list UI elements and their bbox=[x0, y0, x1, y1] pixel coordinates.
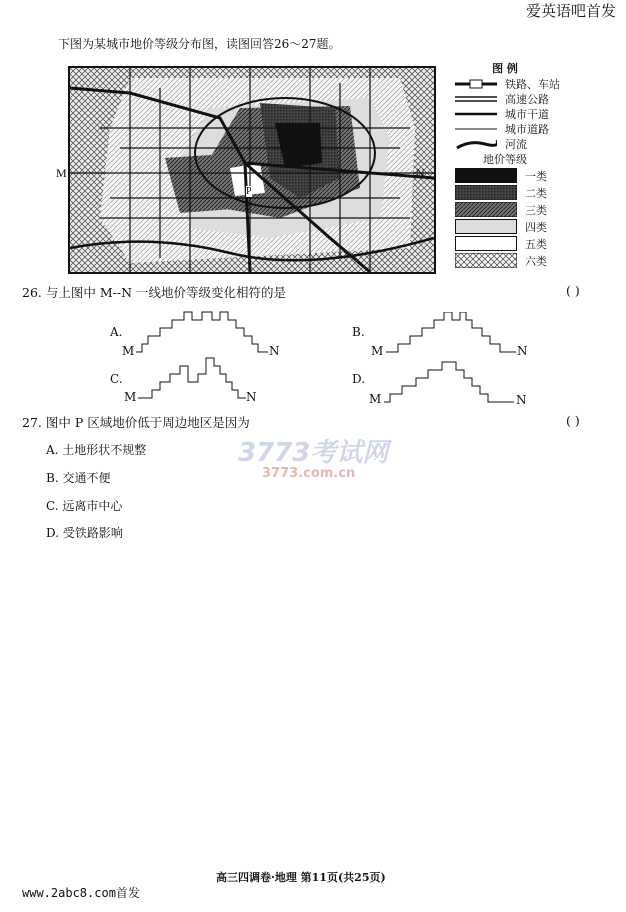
legend-line-1: 高速公路 bbox=[505, 93, 549, 106]
legend-grade-4: 五类 bbox=[525, 238, 547, 251]
option-b-letter: B. bbox=[352, 325, 365, 339]
site-header: 爱英语吧首发 bbox=[525, 2, 616, 20]
option-d-m: M bbox=[369, 392, 382, 406]
q27-choice-a: A. 土地形状不规整 bbox=[46, 443, 147, 457]
legend-title: 图 例 bbox=[492, 62, 518, 75]
grade4-swatch bbox=[455, 219, 517, 234]
question-26: 26. 与上图中 M--N 一线地价等级变化相符的是 bbox=[22, 285, 286, 300]
map-legend bbox=[455, 60, 575, 269]
option-d-letter: D. bbox=[352, 372, 366, 386]
legend-grade-title: 地价等级 bbox=[483, 153, 527, 166]
q27-choice-b: B. 交通不便 bbox=[46, 471, 111, 485]
option-c-m: M bbox=[124, 390, 137, 404]
legend-line-2: 城市干道 bbox=[505, 108, 549, 121]
intro-text: 下图为某城市地价等级分布图，读图回答26～27题。 bbox=[58, 37, 341, 51]
option-c-letter: C. bbox=[110, 372, 123, 386]
legend-grade-1: 二类 bbox=[525, 187, 547, 200]
q27-choice-c: C. 远离市中心 bbox=[46, 499, 123, 513]
legend-grade-3: 四类 bbox=[525, 221, 547, 234]
rail-station-symbol bbox=[455, 79, 497, 89]
river-symbol bbox=[455, 138, 497, 150]
legend-grade-0: 一类 bbox=[525, 170, 547, 183]
option-c-profile bbox=[138, 356, 246, 400]
city-road-symbol bbox=[455, 124, 497, 134]
highway-symbol bbox=[455, 94, 497, 104]
grade6-swatch bbox=[455, 253, 517, 268]
grade1-swatch bbox=[455, 168, 517, 183]
answer-paren-27: ( ) bbox=[566, 413, 580, 428]
option-a-profile bbox=[136, 310, 268, 354]
option-a-m: M bbox=[122, 344, 135, 358]
grade5-swatch bbox=[455, 236, 517, 251]
option-b-n: N bbox=[517, 344, 528, 358]
grade2-swatch bbox=[455, 185, 517, 200]
watermark-url: 3773.com.cn bbox=[262, 466, 356, 481]
legend-line-4: 河流 bbox=[505, 138, 527, 151]
option-c-n: N bbox=[246, 390, 257, 404]
land-price-map bbox=[56, 66, 436, 274]
option-d-profile bbox=[384, 360, 514, 404]
grade3-swatch bbox=[455, 202, 517, 217]
footer-source: www.2abc8.com首发 bbox=[22, 886, 140, 900]
option-a-n: N bbox=[269, 344, 280, 358]
option-b-m: M bbox=[371, 344, 384, 358]
legend-grade-5: 六类 bbox=[525, 255, 547, 268]
answer-paren-26: ( ) bbox=[566, 283, 580, 298]
map-label-n: N bbox=[416, 166, 425, 180]
legend-line-3: 城市道路 bbox=[505, 123, 549, 136]
option-d-n: N bbox=[516, 393, 527, 407]
page-footer: 高三四调卷·地理 第11页(共25页) bbox=[216, 871, 386, 884]
watermark-logo: 3773考试网 bbox=[238, 438, 389, 468]
option-a-letter: A. bbox=[110, 325, 123, 339]
q27-choice-d: D. 受铁路影响 bbox=[46, 526, 123, 540]
option-b-profile bbox=[386, 312, 516, 354]
question-27: 27. 图中 P 区域地价低于周边地区是因为 bbox=[22, 415, 250, 430]
map-label-m: M bbox=[56, 166, 67, 180]
legend-line-0: 铁路、车站 bbox=[505, 78, 560, 91]
map-drawing bbox=[70, 68, 434, 272]
arterial-road-symbol bbox=[455, 109, 497, 119]
map-label-p: P bbox=[246, 186, 252, 197]
legend-grade-2: 三类 bbox=[525, 204, 547, 217]
